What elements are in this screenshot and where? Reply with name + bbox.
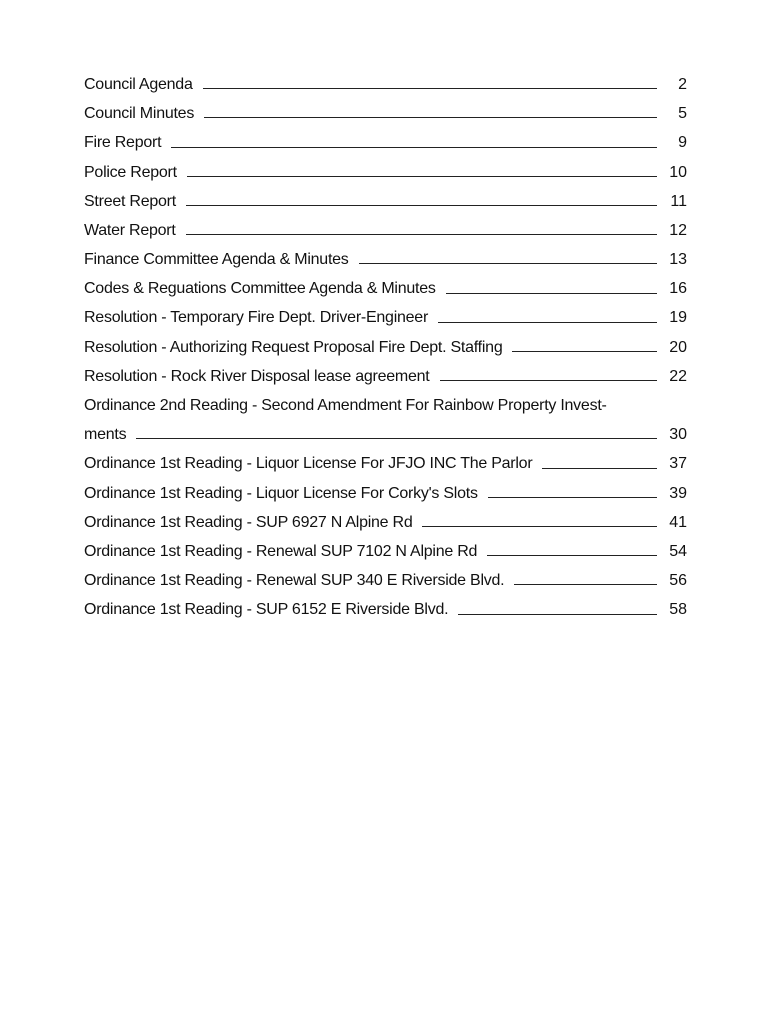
toc-leader-line bbox=[136, 438, 657, 439]
toc-entry-council-minutes bbox=[84, 99, 687, 128]
toc-entry-ordinance-rainbow-line1 bbox=[84, 391, 687, 420]
toc-entry-title: Ordinance 1st Reading - Liquor License For Corky's Slots bbox=[84, 484, 478, 502]
toc-leader-line bbox=[446, 293, 657, 294]
toc-entry-resolution-driver-engineer bbox=[84, 304, 687, 333]
toc-entry-page: 5 bbox=[678, 105, 687, 123]
toc-entry-title: Finance Committee Agenda & Minutes bbox=[84, 251, 349, 269]
toc-entry-page: 39 bbox=[669, 484, 687, 502]
toc-entry-page: 13 bbox=[669, 251, 687, 269]
toc-entry-page: 56 bbox=[669, 572, 687, 590]
toc-entry-sup-6927 bbox=[84, 508, 687, 537]
toc-entry-page: 2 bbox=[678, 75, 687, 93]
toc-leader-line bbox=[512, 351, 657, 352]
toc-entry-title: Ordinance 2nd Reading - Second Amendment For Rainbow Property Invest- bbox=[84, 397, 607, 415]
toc-entry-sup-6152 bbox=[84, 595, 687, 624]
toc-leader-line bbox=[204, 117, 657, 118]
toc-entry-page: 30 bbox=[669, 426, 687, 444]
toc-leader-line bbox=[458, 614, 657, 615]
toc-leader-line bbox=[186, 205, 657, 206]
toc-leader-line bbox=[422, 526, 657, 527]
toc-entry-liquor-corkys bbox=[84, 479, 687, 508]
toc-entry-title: Council Minutes bbox=[84, 105, 195, 123]
toc-entry-page: 20 bbox=[669, 338, 687, 356]
toc-entry-title: ments bbox=[84, 426, 127, 444]
toc-entry-street-report bbox=[84, 187, 687, 216]
toc-entry-page: 19 bbox=[669, 309, 687, 327]
toc-entry-council-agenda bbox=[84, 70, 687, 99]
toc-entry-title: Ordinance 1st Reading - SUP 6152 E Riverside Blvd. bbox=[84, 601, 449, 619]
toc-entry-title: Resolution - Rock River Disposal lease agreement bbox=[84, 367, 430, 385]
toc-entry-title: Codes & Reguations Committee Agenda & Minutes bbox=[84, 280, 436, 298]
toc-entry-title: Ordinance 1st Reading - Renewal SUP 340 E Riverside Blvd. bbox=[84, 572, 505, 590]
toc-entry-page: 54 bbox=[669, 542, 687, 560]
toc-entry-resolution-rock-river bbox=[84, 362, 687, 391]
toc-entry-fire-report bbox=[84, 128, 687, 157]
toc-leader-line bbox=[440, 380, 658, 381]
toc-leader-line bbox=[186, 234, 657, 235]
toc-entry-title: Ordinance 1st Reading - Renewal SUP 7102 N Alpine Rd bbox=[84, 542, 478, 560]
toc-entry-title: Police Report bbox=[84, 163, 177, 181]
toc-entry-page: 58 bbox=[669, 601, 687, 619]
toc-entry-title: Resolution - Authorizing Request Proposal Fire Dept. Staffing bbox=[84, 338, 503, 356]
toc-entry-title: Ordinance 1st Reading - Liquor License For JFJO INC The Parlor bbox=[84, 455, 533, 473]
toc-entry-page: 37 bbox=[669, 455, 687, 473]
toc-entry-page: 41 bbox=[669, 513, 687, 531]
toc-entry-water-report bbox=[84, 216, 687, 245]
toc-leader-line bbox=[514, 584, 657, 585]
toc-entry-resolution-staffing bbox=[84, 333, 687, 362]
toc-entry-title: Water Report bbox=[84, 221, 176, 239]
toc-entry-title: Ordinance 1st Reading - SUP 6927 N Alpine Rd bbox=[84, 513, 413, 531]
toc-leader-line bbox=[187, 176, 657, 177]
toc-leader-line bbox=[203, 88, 657, 89]
toc-entry-codes-committee bbox=[84, 274, 687, 303]
toc-leader-line bbox=[171, 147, 657, 148]
toc-leader-line bbox=[542, 468, 657, 469]
toc-leader-line bbox=[438, 322, 657, 323]
toc-entry-title: Resolution - Temporary Fire Dept. Driver-Engineer bbox=[84, 309, 429, 327]
toc-entry-page: 16 bbox=[669, 280, 687, 298]
toc-entry-title: Council Agenda bbox=[84, 75, 193, 93]
toc-leader-line bbox=[488, 497, 657, 498]
toc-leader-line bbox=[487, 555, 657, 556]
toc-entry-title: Fire Report bbox=[84, 134, 162, 152]
toc-leader-line bbox=[359, 263, 657, 264]
toc-entry-page: 10 bbox=[669, 163, 687, 181]
toc-entry-page: 22 bbox=[669, 367, 687, 385]
toc-entry-finance-committee bbox=[84, 245, 687, 274]
toc-entry-liquor-parlor bbox=[84, 449, 687, 478]
toc-entry-sup-340 bbox=[84, 566, 687, 595]
toc-entry-title: Street Report bbox=[84, 192, 176, 210]
toc-entry-page: 12 bbox=[669, 221, 687, 239]
toc-entry-page: 9 bbox=[678, 134, 687, 152]
toc-entry-sup-7102 bbox=[84, 537, 687, 566]
toc-entry-page: 11 bbox=[670, 192, 687, 210]
toc-entry-ordinance-rainbow-line2 bbox=[84, 420, 687, 449]
table-of-contents bbox=[84, 70, 687, 625]
toc-entry-police-report bbox=[84, 158, 687, 187]
